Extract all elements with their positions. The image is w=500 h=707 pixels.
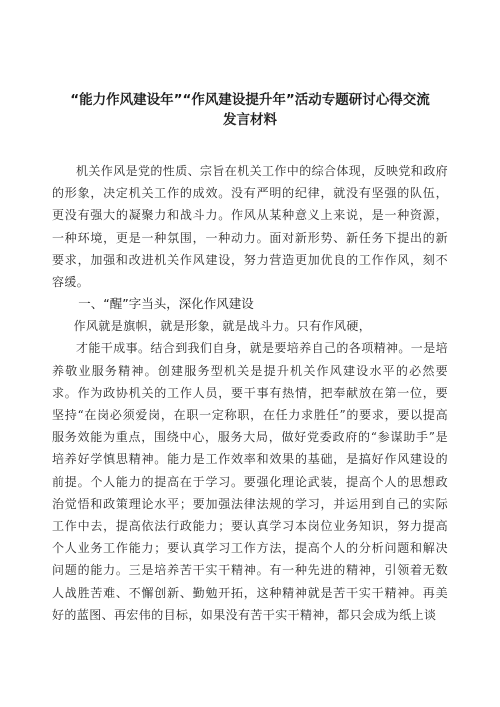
section-1-heading: 一、“醒”字当头，深化作风建设 (78, 296, 254, 312)
section-1-paragraph-1: 作风就是旗帜，就是形象，就是战斗力。只有作风硬， (73, 319, 372, 334)
intro-paragraph: 机关作风是党的性质、宗旨在机关工作中的综合体现，反映党和政府的形象，决定机关工作的成效。没有严明的纪律，就没有坚强的队伍，更没有强大的凝聚力和战斗力。作风从某种意义上来说，是一种资源，一种环境，更是一种氛围，一种动力。面对新形势、新任务下提出的新要求，加强和改进机关作风建设，努力营造更加优良的工作作风，刻不容缓。 (52, 164, 449, 290)
document-body (52, 160, 448, 626)
section-1-paragraph-2: 才能干成事。结合到我们自身，就是要培养自己的各项精神。一是培养敬业服务精神。创建服务型机关是提升机关作风建设水平的必然要求。作为政协机关的工作人员，要干事有热情，把奉献放在第一位，要坚持“在岗必须爱岗，在职一定称职，在任力求胜任”的要求，要以提高服务效能为重点，围绕中心，服务大局，做好党委政府的“参谋助手”是培养好学慎思精神。能力是工作效率和效果的基础，是搞好作风建设的前提。个人能力的提高在于学习。要强化理论武装，提高个人的思想政治觉悟和政策理论水平；要加强法律法规的学习，并运用到自己的实际工作中去，提高依法行政能力；要认真学习本岗位业务知识，努力提高个人业务工作能力；要认真学习工作方法，提高个人的分析问题和解决问题的能力。三是培养苦干实干精神。有一种先进的精神，引领着无数人战胜苦难、不懈创新、勤勉开拓，这种精神就是苦干实干精神。再美好的蓝图、再宏伟的目标，如果没有苦干实干精神，都只会成为纸上谈 (52, 341, 449, 622)
title-line-2: 发言材料 (223, 112, 277, 128)
document-title (52, 90, 448, 130)
title-line-1: “能力作风建设年”“作风建设提升年”活动专题研讨心得交流 (70, 92, 430, 108)
